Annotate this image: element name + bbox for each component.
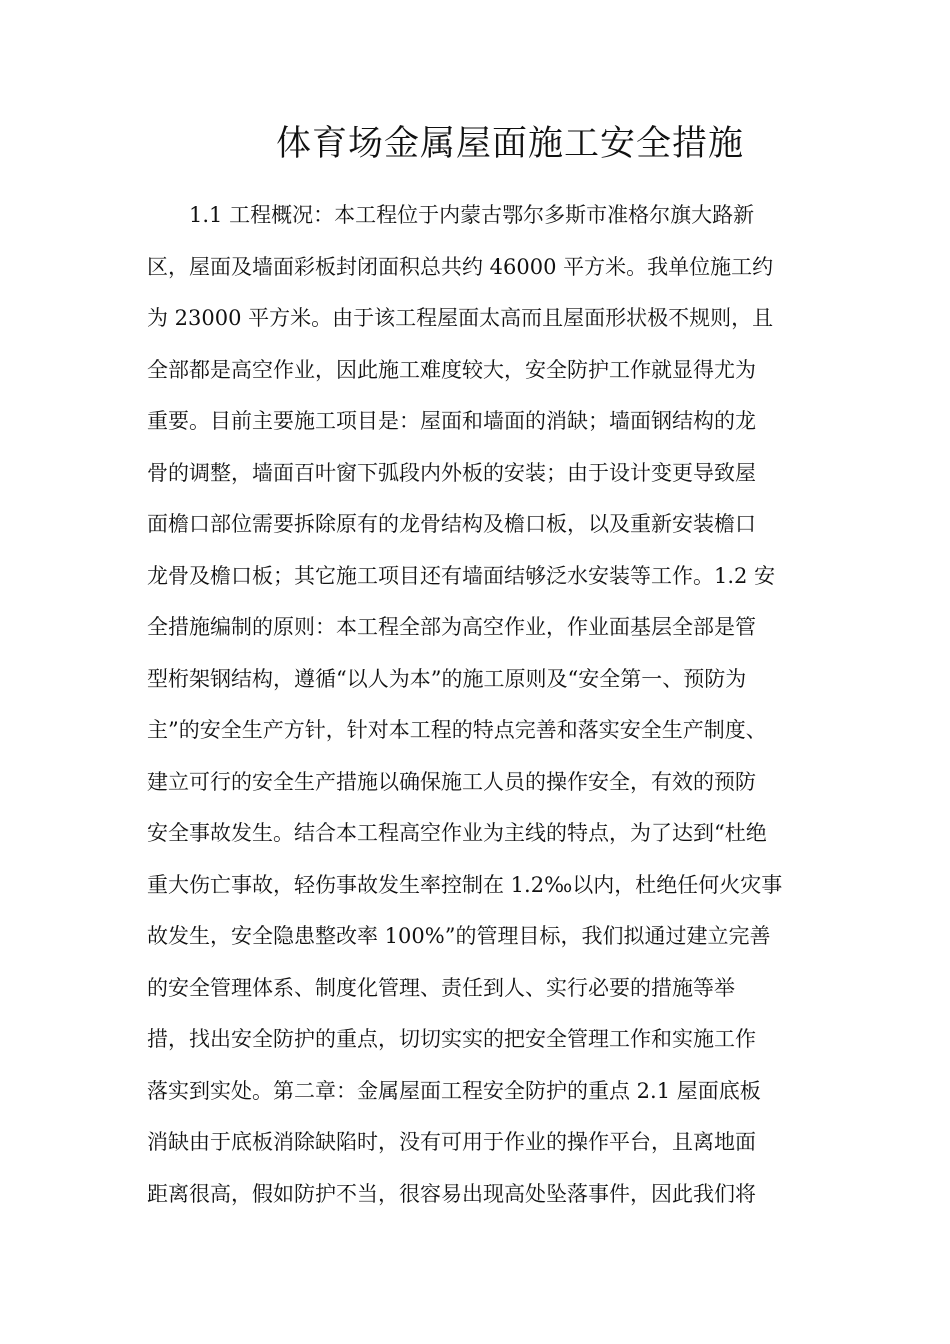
- body-line: 为 23000 平方米。由于该工程屋面太高而且屋面形状极不规则，且: [147, 306, 774, 330]
- body-line: 建立可行的安全生产措施以确保施工人员的操作安全，有效的预防: [147, 769, 756, 794]
- body-line: 安全事故发生。结合本工程高空作业为主线的特点，为了达到“杜绝: [147, 821, 767, 845]
- body-line: 故发生，安全隐患整改率 100%”的管理目标，我们拟通过建立完善: [147, 924, 771, 948]
- body-line: 全部都是高空作业，因此施工难度较大，安全防护工作就显得尤为: [147, 357, 756, 382]
- body-line: 消缺由于底板消除缺陷时，没有可用于作业的操作平台，且离地面: [147, 1130, 756, 1154]
- body-line: 骨的调整，墙面百叶窗下弧段内外板的安装；由于设计变更导致屋: [147, 460, 756, 485]
- body-line: 的安全管理体系、制度化管理、责任到人、实行必要的措施等举: [147, 975, 735, 1000]
- body-line: 面檐口部位需要拆除原有的龙骨结构及檐口板，以及重新安装檐口: [147, 512, 756, 536]
- body-line: 重大伤亡事故，轻伤事故发生率控制在 1.2‰以内，杜绝任何火灾事: [147, 872, 783, 897]
- body-line: 重要。目前主要施工项目是：屋面和墙面的消缺；墙面钢结构的龙: [147, 409, 756, 433]
- body-line: 型桁架钢结构，遵循“以人为本”的施工原则及“安全第一、预防为: [147, 666, 747, 691]
- body-line: 距离很高，假如防护不当，很容易出现高处坠落事件，因此我们将: [147, 1181, 756, 1206]
- document-body: [147, 190, 813, 1220]
- body-line: 龙骨及檐口板；其它施工项目还有墙面结够泛水安装等工作。1.2 安: [147, 563, 776, 588]
- body-line: 区，屋面及墙面彩板封闭面积总共约 46000 平方米。我单位施工约: [147, 254, 774, 279]
- body-line: 主”的安全生产方针，针对本工程的特点完善和落实安全生产制度、: [147, 718, 767, 742]
- body-line: 1.1 工程概况：本工程位于内蒙古鄂尔多斯市准格尔旗大路新: [147, 203, 755, 227]
- body-line: 落实到实处。第二章：金属屋面工程安全防护的重点 2.1 屋面底板: [147, 1078, 761, 1103]
- document-title: 体育场金属屋面施工安全措施: [275, 124, 744, 164]
- body-line: 措，找出安全防护的重点，切切实实的把安全管理工作和实施工作: [147, 1027, 756, 1051]
- body-line: 全措施编制的原则：本工程全部为高空作业，作业面基层全部是管: [147, 615, 756, 639]
